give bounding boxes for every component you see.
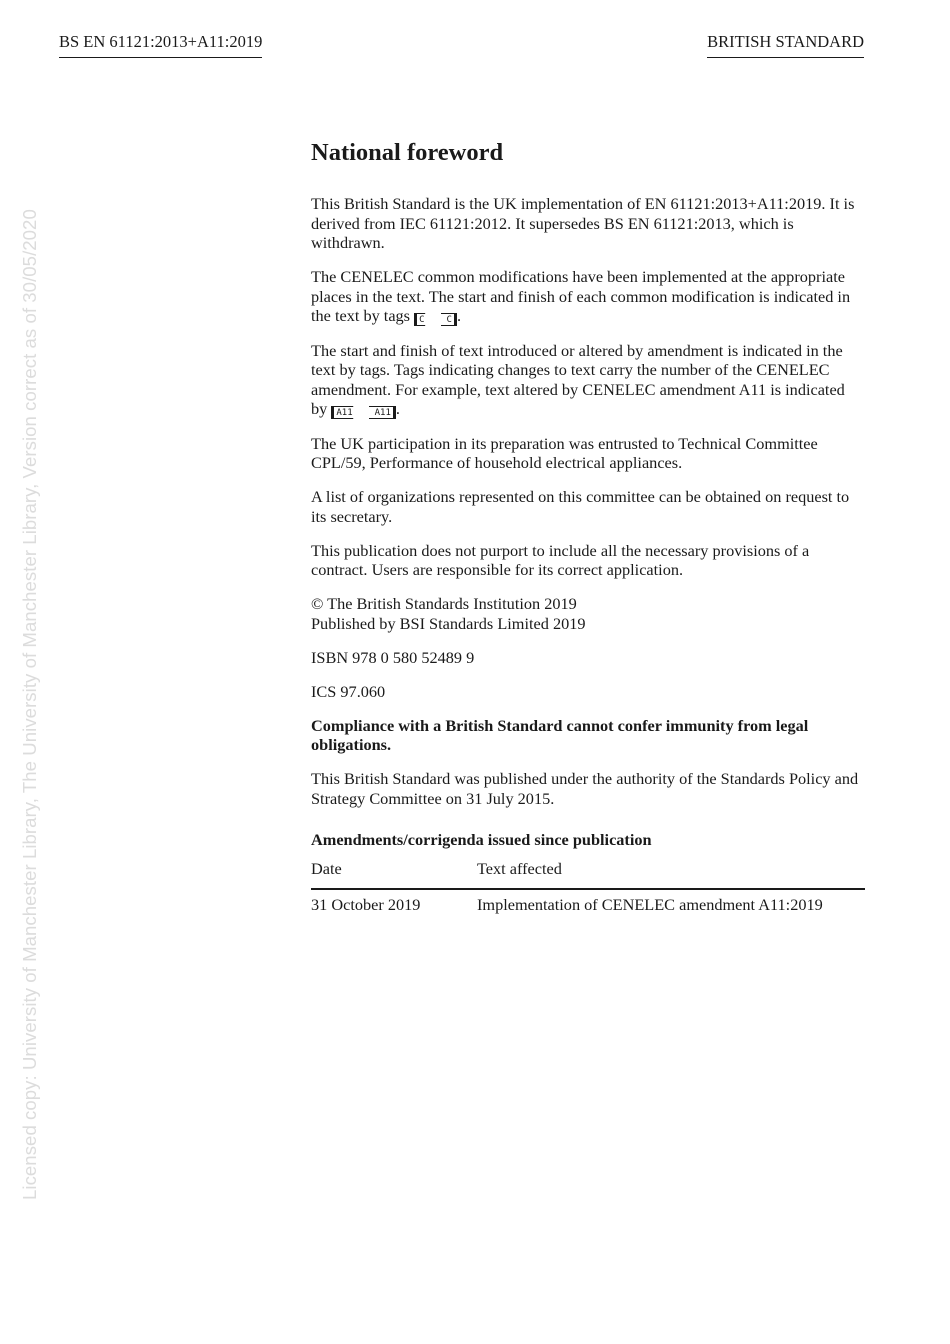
compliance-statement: Compliance with a British Standard cannot confer immunity from legal obligations.: [311, 715, 809, 754]
text-affected-column-header: Text affected: [477, 859, 865, 890]
copyright-block: [311, 594, 865, 633]
amendments-header-row: [311, 859, 865, 890]
amendment-date: 31 October 2019: [311, 895, 421, 914]
table-row: [311, 889, 865, 915]
period: .: [456, 306, 462, 325]
common-modification-start-tag-label: C: [419, 315, 425, 325]
isbn: ISBN 978 0 580 52489 9: [311, 647, 475, 667]
authority-paragraph: This British Standard was published under the authority of the Standards Policy and Strategy Committee on 31 July 2015.: [311, 769, 859, 808]
amendment-start-tag-icon: [331, 406, 358, 419]
common-modifications-text: The CENELEC common modifications have been implemented at the appropriate places in the text. The start and finish of each common modification is indicated in the text by tags: [311, 267, 851, 325]
amendments-heading: Amendments/corrigenda issued since publication: [311, 830, 652, 849]
common-modifications-paragraph: [311, 267, 865, 326]
license-watermark: Licensed copy: University of Manchester Library, The University of Manchester Library, Version correct as of 30/05/2020: [19, 209, 40, 1200]
page-title: National foreword: [311, 139, 504, 166]
common-modification-end-tag-icon: [441, 313, 457, 326]
common-modification-start-tag-icon: [414, 313, 430, 326]
amendment-tags-text: The start and finish of text introduced or altered by amendment is indicated in the text by tags. Tags indicating changes to text carry the number of the CENELEC amendment. For example, text altered by CENELEC amendment A11 is indicated by: [311, 340, 845, 418]
publisher-line: Published by BSI Standards Limited 2019: [311, 613, 586, 633]
amendment-end-tag-icon: [369, 406, 396, 419]
implementation-paragraph: This British Standard is the UK implementation of EN 61121:2013+A11:2019. It is derived from IEC 61121:2012. It supersedes BS EN 61121:2013, which is withdrawn.: [311, 194, 855, 252]
amendment-tags-paragraph: [311, 341, 865, 420]
date-column-header: Date: [311, 859, 477, 890]
ics-code: ICS 97.060: [311, 681, 386, 701]
amendments-table: [311, 859, 865, 915]
foreword-content: [311, 138, 865, 915]
contract-paragraph: This publication does not purport to include all the necessary provisions of a contract. Users are responsible for its correct application.: [311, 540, 810, 579]
amendment-end-tag-label: A11: [374, 408, 391, 418]
participation-paragraph: The UK participation in its preparation was entrusted to Technical Committee CPL/59, Performance of household electrical appliances.: [311, 433, 818, 472]
amendment-start-tag-label: A11: [336, 408, 353, 418]
copyright-line: © The British Standards Institution 2019: [311, 594, 577, 613]
header-document-id: BS EN 61121:2013+A11:2019: [59, 31, 262, 58]
common-modification-end-tag-label: C: [446, 315, 452, 325]
period: .: [395, 399, 400, 418]
header-standard-series: BRITISH STANDARD: [707, 31, 864, 58]
amendment-text-affected: Implementation of CENELEC amendment A11:2019: [477, 895, 823, 914]
organizations-paragraph: A list of organizations represented on this committee can be obtained on request to its secretary.: [311, 487, 850, 526]
